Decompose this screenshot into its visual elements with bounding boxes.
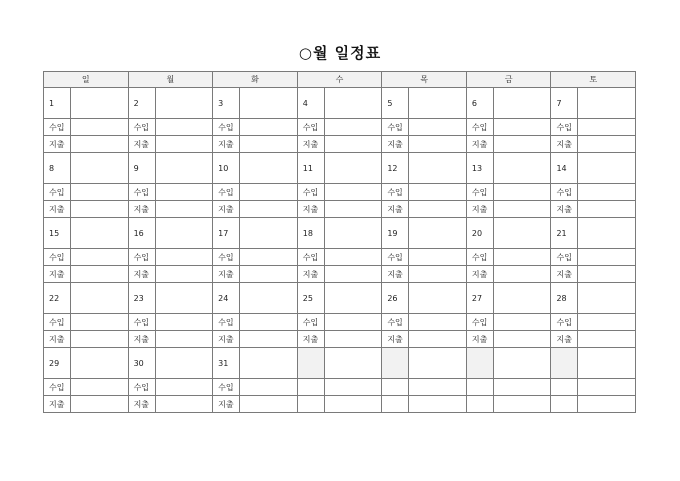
schedule-cell[interactable] — [578, 218, 636, 249]
income-value-cell[interactable] — [409, 249, 467, 266]
income-label: 수입 — [382, 249, 409, 266]
expense-value-cell[interactable] — [155, 266, 213, 283]
schedule-cell[interactable] — [493, 283, 551, 314]
schedule-cell[interactable] — [578, 283, 636, 314]
weekday-header-row — [44, 72, 636, 88]
schedule-cell[interactable] — [155, 218, 213, 249]
empty-label-cell — [466, 396, 493, 413]
date-number: 24 — [213, 283, 240, 314]
expense-label: 지출 — [44, 201, 71, 218]
income-value-cell[interactable] — [578, 119, 636, 136]
expense-label: 지출 — [44, 396, 71, 413]
weekday-header: 화 — [213, 72, 298, 88]
date-number: 12 — [382, 153, 409, 184]
empty-schedule-cell — [493, 348, 551, 379]
income-value-cell[interactable] — [493, 119, 551, 136]
schedule-cell[interactable] — [155, 88, 213, 119]
date-row — [44, 348, 636, 379]
income-value-cell[interactable] — [324, 119, 382, 136]
date-row — [44, 88, 636, 119]
expense-value-cell[interactable] — [324, 136, 382, 153]
income-label: 수입 — [128, 379, 155, 396]
date-row — [44, 153, 636, 184]
schedule-cell[interactable] — [324, 283, 382, 314]
expense-value-cell[interactable] — [493, 266, 551, 283]
empty-date-cell — [466, 348, 493, 379]
empty-schedule-cell — [409, 348, 467, 379]
expense-label: 지출 — [551, 266, 578, 283]
schedule-cell[interactable] — [409, 88, 467, 119]
date-number: 19 — [382, 218, 409, 249]
income-label: 수입 — [213, 184, 240, 201]
empty-date-cell — [551, 348, 578, 379]
expense-value-cell[interactable] — [578, 136, 636, 153]
schedule-cell[interactable] — [71, 348, 129, 379]
schedule-cell[interactable] — [324, 218, 382, 249]
expense-label: 지출 — [382, 331, 409, 348]
income-label: 수입 — [382, 119, 409, 136]
schedule-cell[interactable] — [324, 88, 382, 119]
expense-value-cell[interactable] — [493, 201, 551, 218]
empty-schedule-cell — [324, 348, 382, 379]
expense-value-cell[interactable] — [324, 201, 382, 218]
date-number: 27 — [466, 283, 493, 314]
expense-row — [44, 331, 636, 348]
expense-label: 지출 — [128, 396, 155, 413]
schedule-cell[interactable] — [71, 218, 129, 249]
income-label: 수입 — [297, 119, 324, 136]
income-label: 수입 — [213, 314, 240, 331]
income-value-cell[interactable] — [409, 184, 467, 201]
date-number: 28 — [551, 283, 578, 314]
expense-label: 지출 — [551, 136, 578, 153]
expense-label: 지출 — [382, 136, 409, 153]
weekday-header: 수 — [297, 72, 382, 88]
expense-value-cell[interactable] — [324, 331, 382, 348]
expense-value-cell[interactable] — [240, 201, 298, 218]
date-number: 15 — [44, 218, 71, 249]
expense-label: 지출 — [466, 331, 493, 348]
income-value-cell[interactable] — [71, 314, 129, 331]
income-label: 수입 — [297, 314, 324, 331]
empty-schedule-cell — [578, 348, 636, 379]
weekday-header: 월 — [128, 72, 213, 88]
date-number: 16 — [128, 218, 155, 249]
income-label: 수입 — [551, 314, 578, 331]
weekday-header: 일 — [44, 72, 129, 88]
empty-label-cell — [551, 379, 578, 396]
income-row — [44, 119, 636, 136]
schedule-cell[interactable] — [409, 283, 467, 314]
income-label: 수입 — [382, 184, 409, 201]
schedule-cell[interactable] — [155, 283, 213, 314]
income-label: 수입 — [128, 314, 155, 331]
expense-value-cell[interactable] — [155, 331, 213, 348]
schedule-cell[interactable] — [240, 348, 298, 379]
income-label: 수입 — [466, 184, 493, 201]
empty-value-cell — [409, 396, 467, 413]
expense-label: 지출 — [551, 201, 578, 218]
income-value-cell[interactable] — [71, 379, 129, 396]
expense-value-cell[interactable] — [578, 331, 636, 348]
weekday-header: 금 — [466, 72, 551, 88]
income-label: 수입 — [128, 184, 155, 201]
income-value-cell[interactable] — [578, 184, 636, 201]
income-value-cell[interactable] — [578, 314, 636, 331]
empty-label-cell — [297, 379, 324, 396]
date-number: 21 — [551, 218, 578, 249]
expense-label: 지출 — [128, 201, 155, 218]
date-row — [44, 283, 636, 314]
date-number: 31 — [213, 348, 240, 379]
schedule-cell[interactable] — [240, 218, 298, 249]
date-number: 30 — [128, 348, 155, 379]
expense-value-cell[interactable] — [409, 201, 467, 218]
date-number: 6 — [466, 88, 493, 119]
empty-label-cell — [551, 396, 578, 413]
income-label: 수입 — [466, 249, 493, 266]
income-value-cell[interactable] — [155, 314, 213, 331]
income-label: 수입 — [382, 314, 409, 331]
empty-label-cell — [297, 396, 324, 413]
schedule-cell[interactable] — [71, 153, 129, 184]
expense-value-cell[interactable] — [578, 201, 636, 218]
income-label: 수입 — [128, 249, 155, 266]
expense-value-cell[interactable] — [155, 136, 213, 153]
income-row — [44, 314, 636, 331]
income-value-cell[interactable] — [155, 249, 213, 266]
calendar-table — [43, 71, 636, 413]
empty-value-cell — [324, 379, 382, 396]
date-number: 4 — [297, 88, 324, 119]
date-number: 26 — [382, 283, 409, 314]
income-value-cell[interactable] — [240, 314, 298, 331]
date-number: 10 — [213, 153, 240, 184]
income-value-cell[interactable] — [493, 314, 551, 331]
income-label: 수입 — [44, 314, 71, 331]
expense-label: 지출 — [44, 136, 71, 153]
date-number: 14 — [551, 153, 578, 184]
weekday-header: 토 — [551, 72, 636, 88]
income-label: 수입 — [44, 119, 71, 136]
date-number: 9 — [128, 153, 155, 184]
empty-value-cell — [409, 379, 467, 396]
income-value-cell[interactable] — [324, 249, 382, 266]
expense-label: 지출 — [297, 331, 324, 348]
expense-value-cell[interactable] — [409, 331, 467, 348]
date-number: 17 — [213, 218, 240, 249]
schedule-cell[interactable] — [240, 88, 298, 119]
expense-value-cell[interactable] — [493, 136, 551, 153]
expense-label: 지출 — [213, 396, 240, 413]
income-label: 수입 — [213, 379, 240, 396]
income-value-cell[interactable] — [240, 249, 298, 266]
expense-value-cell[interactable] — [493, 331, 551, 348]
expense-value-cell[interactable] — [240, 396, 298, 413]
expense-value-cell[interactable] — [409, 266, 467, 283]
expense-value-cell[interactable] — [240, 331, 298, 348]
income-label: 수입 — [466, 119, 493, 136]
income-value-cell[interactable] — [71, 119, 129, 136]
income-value-cell[interactable] — [493, 184, 551, 201]
expense-value-cell[interactable] — [409, 136, 467, 153]
expense-label: 지출 — [466, 266, 493, 283]
schedule-cell[interactable] — [493, 218, 551, 249]
income-label: 수입 — [466, 314, 493, 331]
expense-value-cell[interactable] — [71, 331, 129, 348]
income-label: 수입 — [44, 249, 71, 266]
income-label: 수입 — [551, 184, 578, 201]
expense-label: 지출 — [551, 331, 578, 348]
empty-value-cell — [578, 396, 636, 413]
income-value-cell[interactable] — [324, 184, 382, 201]
income-label: 수입 — [297, 249, 324, 266]
page-title: ○월 일정표 — [298, 44, 382, 62]
income-value-cell[interactable] — [155, 119, 213, 136]
income-value-cell[interactable] — [324, 314, 382, 331]
expense-value-cell[interactable] — [155, 396, 213, 413]
expense-value-cell[interactable] — [578, 266, 636, 283]
income-row — [44, 184, 636, 201]
income-row — [44, 379, 636, 396]
expense-label: 지출 — [213, 331, 240, 348]
income-label: 수입 — [551, 119, 578, 136]
date-number: 22 — [44, 283, 71, 314]
expense-value-cell[interactable] — [71, 201, 129, 218]
date-row — [44, 218, 636, 249]
empty-value-cell — [578, 379, 636, 396]
empty-label-cell — [382, 379, 409, 396]
expense-label: 지출 — [466, 136, 493, 153]
expense-row — [44, 266, 636, 283]
expense-label: 지출 — [128, 266, 155, 283]
empty-label-cell — [466, 379, 493, 396]
schedule-cell[interactable] — [155, 348, 213, 379]
expense-label: 지출 — [213, 136, 240, 153]
expense-label: 지출 — [382, 201, 409, 218]
income-label: 수입 — [297, 184, 324, 201]
expense-value-cell[interactable] — [324, 266, 382, 283]
expense-label: 지출 — [297, 266, 324, 283]
schedule-cell[interactable] — [240, 153, 298, 184]
date-number: 20 — [466, 218, 493, 249]
schedule-cell[interactable] — [409, 218, 467, 249]
income-value-cell[interactable] — [578, 249, 636, 266]
income-label: 수입 — [213, 249, 240, 266]
schedule-cell[interactable] — [409, 153, 467, 184]
date-number: 8 — [44, 153, 71, 184]
empty-value-cell — [493, 379, 551, 396]
expense-label: 지출 — [128, 136, 155, 153]
income-label: 수입 — [44, 379, 71, 396]
income-value-cell[interactable] — [409, 314, 467, 331]
income-value-cell[interactable] — [240, 119, 298, 136]
schedule-cell[interactable] — [324, 153, 382, 184]
schedule-cell[interactable] — [578, 88, 636, 119]
schedule-cell[interactable] — [71, 283, 129, 314]
date-number: 25 — [297, 283, 324, 314]
date-number: 3 — [213, 88, 240, 119]
income-label: 수입 — [128, 119, 155, 136]
expense-value-cell[interactable] — [71, 396, 129, 413]
date-number: 2 — [128, 88, 155, 119]
weekday-header: 목 — [382, 72, 467, 88]
expense-row — [44, 396, 636, 413]
income-label: 수입 — [213, 119, 240, 136]
date-number: 29 — [44, 348, 71, 379]
income-value-cell[interactable] — [155, 184, 213, 201]
date-number: 18 — [297, 218, 324, 249]
income-value-cell[interactable] — [71, 249, 129, 266]
income-value-cell[interactable] — [409, 119, 467, 136]
expense-label: 지출 — [213, 201, 240, 218]
schedule-cell[interactable] — [493, 153, 551, 184]
date-number: 5 — [382, 88, 409, 119]
expense-label: 지출 — [382, 266, 409, 283]
expense-label: 지출 — [44, 331, 71, 348]
income-value-cell[interactable] — [493, 249, 551, 266]
date-number: 11 — [297, 153, 324, 184]
expense-value-cell[interactable] — [240, 136, 298, 153]
empty-value-cell — [493, 396, 551, 413]
expense-label: 지출 — [128, 331, 155, 348]
expense-row — [44, 136, 636, 153]
income-value-cell[interactable] — [155, 379, 213, 396]
schedule-cell[interactable] — [155, 153, 213, 184]
date-number: 13 — [466, 153, 493, 184]
expense-label: 지출 — [297, 201, 324, 218]
expense-value-cell[interactable] — [71, 136, 129, 153]
income-value-cell[interactable] — [240, 184, 298, 201]
date-number: 23 — [128, 283, 155, 314]
schedule-cell[interactable] — [71, 88, 129, 119]
expense-value-cell[interactable] — [155, 201, 213, 218]
empty-date-cell — [297, 348, 324, 379]
expense-label: 지출 — [44, 266, 71, 283]
schedule-cell[interactable] — [493, 88, 551, 119]
expense-value-cell[interactable] — [71, 266, 129, 283]
empty-label-cell — [382, 396, 409, 413]
expense-row — [44, 201, 636, 218]
expense-label: 지출 — [213, 266, 240, 283]
date-number: 1 — [44, 88, 71, 119]
income-label: 수입 — [551, 249, 578, 266]
expense-value-cell[interactable] — [240, 266, 298, 283]
income-value-cell[interactable] — [240, 379, 298, 396]
schedule-cell[interactable] — [240, 283, 298, 314]
income-label: 수입 — [44, 184, 71, 201]
schedule-cell[interactable] — [578, 153, 636, 184]
expense-label: 지출 — [466, 201, 493, 218]
income-value-cell[interactable] — [71, 184, 129, 201]
empty-date-cell — [382, 348, 409, 379]
date-number: 7 — [551, 88, 578, 119]
expense-label: 지출 — [297, 136, 324, 153]
empty-value-cell — [324, 396, 382, 413]
income-row — [44, 249, 636, 266]
